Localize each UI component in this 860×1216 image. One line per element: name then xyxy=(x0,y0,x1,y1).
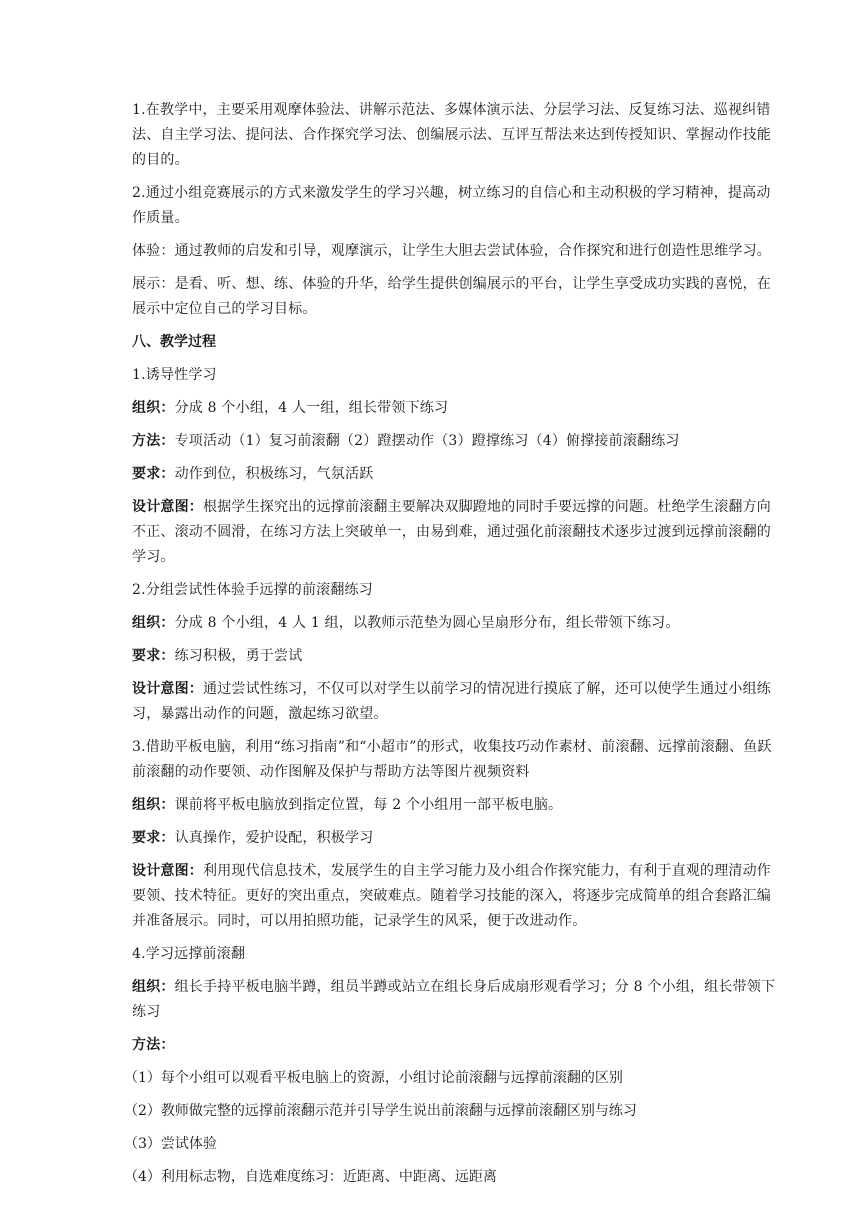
row-label: 设计意图： xyxy=(132,681,203,697)
row-label: 方法： xyxy=(132,433,175,449)
paragraph: 体验：通过教师的启发和引导，观摩演示，让学生大胆去尝试体验，合作探究和进行创造性思维学习。 xyxy=(132,243,771,259)
step-row xyxy=(132,859,780,934)
row-text: 组长手持平板电脑半蹲，组员半蹲或站立在组长身后成扇形观看学习；分 8 个小组，组长带领下练习 xyxy=(132,979,776,1020)
row-text: 分成 8 个小组，4 人 1 组，以教师示范垫为圆心呈扇形分布，组长带领下练习。 xyxy=(174,615,680,631)
row-label: 组织： xyxy=(132,400,175,416)
row-label: 设计意图： xyxy=(132,499,203,515)
list-item: （4）利用标志物，自选难度练习：近距离、中距离、远距离 xyxy=(124,1169,497,1185)
row-label: 要求： xyxy=(132,466,175,482)
step-row xyxy=(132,793,780,818)
row-text: 专项活动（1）复习前滚翻（2）蹬摆动作（3）蹬撑练习（4）俯撑接前滚翻练习 xyxy=(174,433,680,449)
row-text: 认真操作，爱护设配，积极学习 xyxy=(174,830,374,846)
row-text: 根据学生探究出的远撑前滚翻主要解决双脚蹬地的同时手要远撑的问题。杜绝学生滚翻方向不正、滚动不圆滑，在练习方法上突破单一，由易到难，通过强化前滚翻技术逐步过渡到远撑前滚翻的学习。 xyxy=(132,499,771,565)
row-label: 设计意图： xyxy=(132,863,203,879)
row-text: 课前将平板电脑放到指定位置，每 2 个小组用一部平板电脑。 xyxy=(174,797,563,813)
list-item: （1）每个小组可以观看平板电脑上的资源，小组讨论前滚翻与远撑前滚翻的区别 xyxy=(124,1070,623,1086)
list-item: （3）尝试体验 xyxy=(124,1136,217,1152)
step-row xyxy=(132,677,780,727)
row-text: 利用现代信息技术，发展学生的自主学习能力及小组合作探究能力，有利于直观的理清动作要领、技术特征。更好的突出重点，突破难点。随着学习技能的深入，将逐步完成简单的组合套路汇编并准备展示。同时，可以用拍照功能，记录学生的风采，便于改进动作。 xyxy=(132,863,771,929)
paragraph: 2.通过小组竞赛展示的方式来激发学生的学习兴趣，树立练习的自信心和主动积极的学习精神，提高动作质量。 xyxy=(132,185,771,226)
paragraph: 1.在教学中，主要采用观摩体验法、讲解示范法、多媒体演示法、分层学习法、反复练习法、巡视纠错法、自主学习法、提问法、合作探究学习法、创编展示法、互评互帮法来达到传授知识、掌握动作技能的目的。 xyxy=(132,102,771,168)
row-text: 动作到位，积极练习，气氛活跃 xyxy=(174,466,374,482)
row-text: 练习积极，勇于尝试 xyxy=(174,648,303,664)
list-item: （2）教师做完整的远撑前滚翻示范并引导学生说出前滚翻与远撑前滚翻区别与练习 xyxy=(124,1103,637,1119)
step-title: 1.诱导性学习 xyxy=(132,367,217,383)
row-label: 组织： xyxy=(132,979,175,995)
paragraph: 展示：是看、听、想、练、体验的升华，给学生提供创编展示的平台，让学生享受成功实践的喜悦，在展示中定位自己的学习目标。 xyxy=(132,276,771,317)
step-row xyxy=(132,462,780,487)
section-heading: 八、教学过程 xyxy=(132,334,216,350)
step-row xyxy=(132,826,780,851)
step-row xyxy=(132,396,780,421)
step-row xyxy=(132,495,780,570)
row-text: 通过尝试性练习，不仅可以对学生以前学习的情况进行摸底了解，还可以使学生通过小组练习，暴露出动作的问题，激起练习欲望。 xyxy=(132,681,771,722)
step-row xyxy=(132,611,780,636)
step-row xyxy=(132,429,780,454)
step-title: 2.分组尝试性体验手远撑的前滚翻练习 xyxy=(132,582,373,598)
row-label: 组织： xyxy=(132,797,175,813)
step-row xyxy=(132,975,780,1025)
row-label: 方法： xyxy=(132,1037,175,1053)
step-title: 3.借助平板电脑，利用“练习指南”和“小超市”的形式，收集技巧动作素材、前滚翻、远撑前滚翻、鱼跃前滚翻的动作要领、动作图解及保护与帮助方法等图片视频资料 xyxy=(132,739,772,780)
step-row xyxy=(132,1033,780,1058)
row-label: 要求： xyxy=(132,830,175,846)
row-text: 分成 8 个小组，4 人一组，组长带领下练习 xyxy=(174,400,449,416)
row-label: 要求： xyxy=(132,648,175,664)
step-title: 4.学习远撑前滚翻 xyxy=(132,946,246,962)
step-row xyxy=(132,644,780,669)
row-label: 组织： xyxy=(132,615,175,631)
